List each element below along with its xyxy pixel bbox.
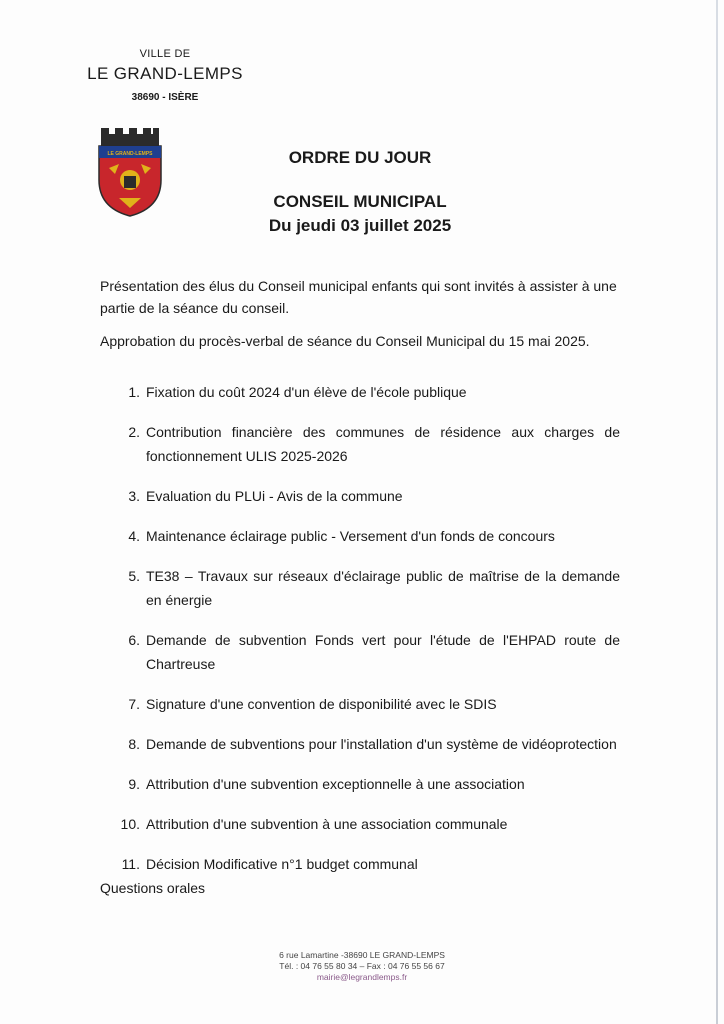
- agenda-item-text: Contribution financière des communes de résidence aux charges de fonctionnement ULIS 2025-2026: [146, 424, 620, 464]
- postal-region: 38690 - ISÈRE: [131, 92, 199, 103]
- ville-de-label: VILLE DE: [139, 48, 191, 60]
- agenda-item: [100, 484, 620, 508]
- agenda-item-number: 1.: [128, 384, 140, 400]
- agenda-item-text: Demande de subventions pour l'installation d'un système de vidéoprotection: [146, 736, 617, 752]
- svg-text:LE GRAND-LEMPS: LE GRAND-LEMPS: [107, 151, 153, 157]
- agenda-item: [100, 692, 620, 716]
- footer-email: mairie@legrandlemps.fr: [316, 972, 408, 982]
- agenda-item-text: Fixation du coût 2024 d'un élève de l'école publique: [146, 384, 467, 400]
- agenda-item: [100, 420, 620, 468]
- agenda-item: [100, 812, 620, 836]
- agenda-list: [100, 380, 620, 876]
- agenda-item: [100, 524, 620, 548]
- approbation-paragraph: Approbation du procès-verbal de séance du Conseil Municipal du 15 mai 2025.: [100, 333, 590, 349]
- footer-contact: [0, 950, 724, 983]
- agenda-item-number: 3.: [128, 488, 140, 504]
- agenda-item: [100, 732, 620, 756]
- agenda-item: [100, 380, 620, 404]
- agenda-item-text: Attribution d'une subvention exceptionnelle à une association: [146, 776, 525, 792]
- agenda-item: [100, 772, 620, 796]
- municipal-header: [80, 48, 250, 103]
- agenda-item-number: 11.: [121, 856, 140, 872]
- council-title: CONSEIL MUNICIPAL: [273, 192, 447, 211]
- page-edge: [716, 0, 718, 1024]
- agenda-item-text: Evaluation du PLUi - Avis de la commune: [146, 488, 403, 504]
- agenda-item-text: Décision Modificative n°1 budget communal: [146, 856, 418, 872]
- agenda-item-number: 10.: [120, 816, 140, 832]
- meeting-date: Du jeudi 03 juillet 2025: [268, 216, 452, 235]
- agenda-item-number: 8.: [128, 736, 140, 752]
- agenda-item-text: Maintenance éclairage public - Versement d'un fonds de concours: [146, 528, 555, 544]
- agenda-item-number: 7.: [128, 696, 140, 712]
- agenda-item: [100, 628, 620, 676]
- agenda-item-number: 5.: [128, 568, 140, 584]
- footer-phone: Tél. : 04 76 55 80 34 – Fax : 04 76 55 56 67: [279, 961, 445, 971]
- agenda-item-number: 2.: [128, 424, 140, 440]
- intro-paragraph: Présentation des élus du Conseil municipal enfants qui sont invités à assister à une partie de la séance du conseil.: [100, 278, 617, 316]
- footer-address: 6 rue Lamartine -38690 LE GRAND-LEMPS: [279, 950, 445, 960]
- agenda-item-text: TE38 – Travaux sur réseaux d'éclairage public de maîtrise de la demande en énergie: [146, 568, 620, 608]
- agenda-item: [100, 564, 620, 612]
- agenda-item-text: Signature d'une convention de disponibilité avec le SDIS: [146, 696, 497, 712]
- questions-orales: Questions orales: [100, 880, 206, 896]
- town-name: LE GRAND-LEMPS: [87, 64, 243, 83]
- agenda-item-number: 9.: [128, 776, 140, 792]
- agenda-item-number: 6.: [128, 632, 140, 648]
- agenda-item: [100, 852, 620, 876]
- agenda-title: ORDRE DU JOUR: [288, 148, 432, 167]
- agenda-item-number: 4.: [128, 528, 140, 544]
- agenda-item-text: Demande de subvention Fonds vert pour l'étude de l'EHPAD route de Chartreuse: [146, 632, 620, 672]
- agenda-item-text: Attribution d'une subvention à une association communale: [146, 816, 508, 832]
